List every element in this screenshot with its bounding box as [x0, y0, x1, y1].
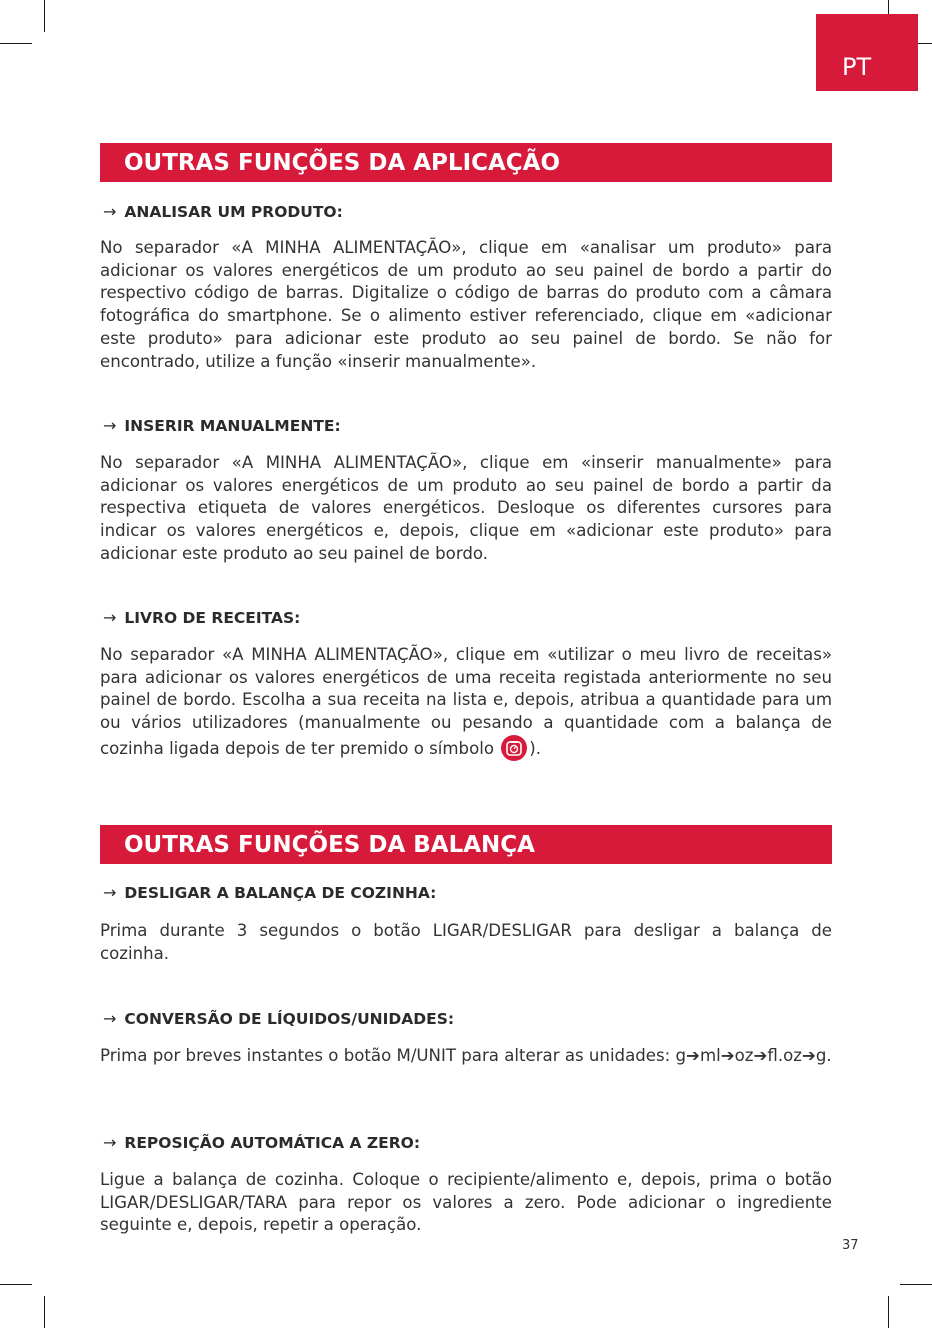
item-heading-label: INSERIR MANUALMENTE: — [124, 416, 341, 435]
crop-mark — [0, 43, 32, 44]
page-number: 37 — [842, 1238, 859, 1253]
crop-mark — [44, 0, 45, 32]
item-paragraph: Prima por breves instantes o botão M/UNIT para alterar as unidades: g➔ml➔oz➔fl.oz➔g. — [100, 1046, 832, 1065]
arrow-right-icon: → — [103, 1009, 117, 1028]
language-tab — [816, 14, 918, 91]
crop-mark — [900, 1284, 932, 1285]
item-heading-label: CONVERSÃO DE LÍQUIDOS/UNIDADES: — [124, 1009, 455, 1028]
arrow-right-icon: → — [103, 1133, 117, 1152]
arrow-right-icon: → — [103, 202, 117, 221]
item-heading-label: ANALISAR UM PRODUTO: — [124, 202, 343, 221]
item-heading-label: REPOSIÇÃO AUTOMÁTICA A ZERO: — [124, 1133, 421, 1152]
arrow-right-icon: → — [103, 416, 117, 435]
crop-mark — [44, 1296, 45, 1328]
item-paragraph-end: ). — [529, 738, 542, 758]
item-paragraph — [100, 644, 832, 761]
item-heading-label: DESLIGAR A BALANÇA DE COZINHA: — [124, 883, 437, 902]
crop-mark — [888, 1296, 889, 1328]
section-title: OUTRAS FUNÇÕES DA APLICAÇÃO — [124, 149, 561, 176]
item-heading — [103, 883, 436, 902]
scale-icon — [501, 735, 527, 761]
section-banner-app — [100, 143, 832, 182]
item-heading — [103, 416, 341, 435]
language-label: PT — [842, 53, 872, 81]
item-paragraph-text: No separador «A MINHA ALIMENTAÇÃO», clique em «utilizar o meu livro de receitas» para adicionar os valores energéticos de uma receita registada anteriormente no seu painel de bordo. Escolha a sua receita na lista e, depois, atribua a quantidade para um ou vários utilizadores (manualmente ou pesando a quantidade com a balança de cozinha ligada depois de ter premido o símbolo — [100, 645, 832, 758]
section-banner-scale — [100, 825, 832, 864]
item-heading — [103, 1133, 420, 1152]
section-title: OUTRAS FUNÇÕES DA BALANÇA — [124, 831, 535, 858]
item-heading-label: LIVRO DE RECEITAS: — [124, 608, 301, 627]
crop-mark — [0, 1284, 32, 1285]
item-heading — [103, 608, 300, 627]
item-paragraph: Ligue a balança de cozinha. Coloque o recipiente/alimento e, depois, prima o botão LIGAR/DESLIGAR/TARA para repor os valores a zero. Pode adicionar o ingrediente seguinte e, depois, repetir a operação. — [100, 1170, 832, 1235]
arrow-right-icon: → — [103, 883, 117, 902]
item-paragraph: No separador «A MINHA ALIMENTAÇÃO», clique em «analisar um produto» para adicionar os valores energéticos de um produto ao seu painel de bordo a partir do respectivo código de barras. Digitalize o código de barras do produto com a câmara fotográfica do smartphone. Se o alimento estiver referenciado, clique em «adicionar este produto» para adicionar este produto ao seu painel de bordo. Se não for encontrado, utilize a função «inserir manualmente». — [100, 238, 832, 371]
item-paragraph: Prima durante 3 segundos o botão LIGAR/DESLIGAR para desligar a balança de cozinha. — [100, 921, 832, 963]
item-heading — [103, 1009, 454, 1028]
arrow-right-icon: → — [103, 608, 117, 627]
item-paragraph: No separador «A MINHA ALIMENTAÇÃO», clique em «inserir manualmente» para adicionar os valores energéticos de um produto ao seu painel de bordo a partir da respectiva etiqueta de valores energéticos. Desloque os diferentes cursores para indicar os valores energéticos e, depois, clique em «adicionar este produto» para adicionar este produto ao seu painel de bordo. — [100, 453, 832, 563]
item-heading — [103, 202, 343, 221]
